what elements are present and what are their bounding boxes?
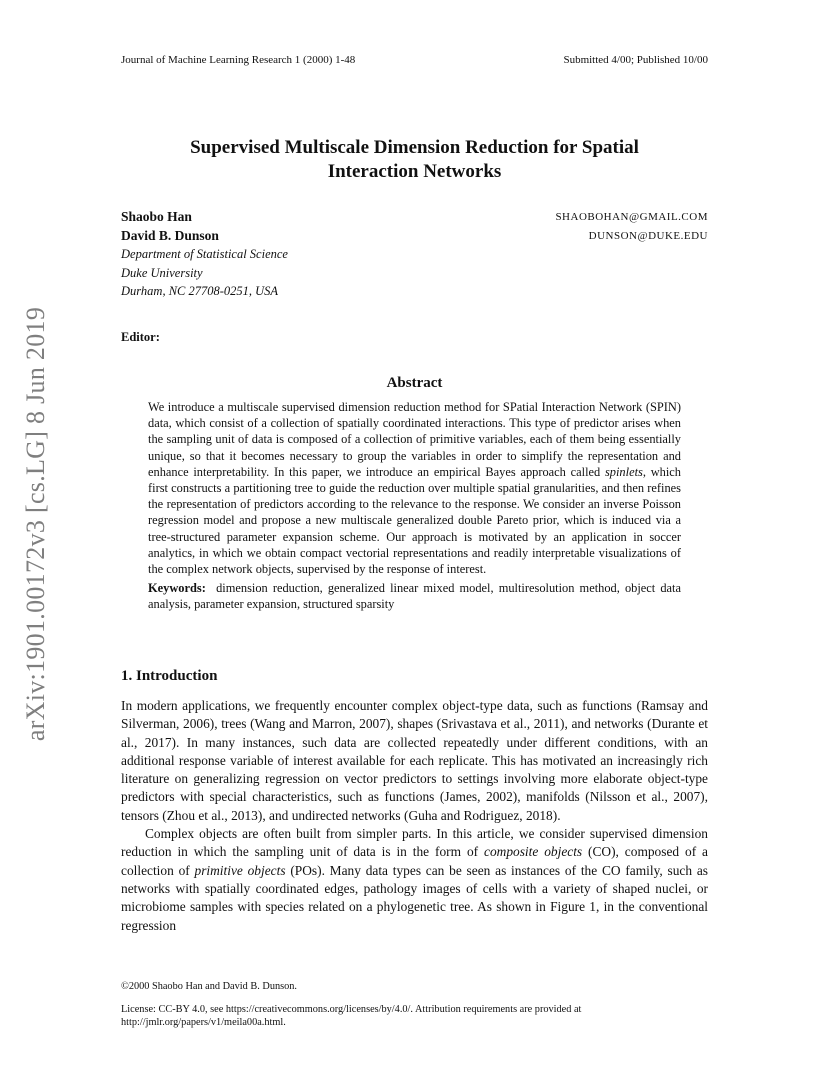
abstract-paragraph	[148, 399, 681, 577]
paragraph-text: Complex objects are often built from simpler parts. In this article, we consider supervised dimension reduction in which the sampling unit of data is in the form of	[121, 826, 708, 860]
abstract-term-spinlets: spinlets	[604, 464, 643, 479]
department: Department of Statistical Science	[121, 247, 288, 261]
author-block	[121, 207, 708, 301]
section-body	[121, 697, 708, 935]
author-name: Shaobo Han	[121, 209, 192, 224]
keywords-label: Keywords:	[148, 581, 206, 596]
arxiv-id: arXiv:1901.00172v3 [cs.LG] 8 Jun 2019	[21, 306, 50, 742]
abstract-body	[148, 399, 681, 613]
keywords	[148, 580, 681, 612]
editor-label: Editor:	[121, 330, 160, 344]
abstract-text: We introduce a multiscale supervised dimension reduction method for SPatial Interaction Network (SPIN) data, which consist of a collection of spatially coordinated interactions. This type of predictor arises when the sampling unit of data is composed of a collection of primitive variables, each of them being essentially unique, so that it becomes necessary to group the variables in order to simplify the representation and enhance interpretability. In this paper, we introduce an empirical Bayes approach called	[148, 400, 681, 479]
author-row	[121, 207, 708, 226]
section-heading: 1. Introduction	[121, 668, 218, 684]
author-email[interactable]: DUNSON@DUKE.EDU	[588, 230, 708, 242]
footnote	[121, 980, 708, 1030]
author-name: David B. Dunson	[121, 228, 219, 243]
paragraph-text: (POs). Many data types can be seen as instances of the CO family, such as networks with spatially coordinated edges, pathology images of cells with a variety of shaped nuclei, or microbiome samples with species related on a phylogenetic tree. As shown in Figure 1, in the conventional regression	[121, 862, 708, 933]
paragraph	[121, 825, 708, 935]
paragraph: In modern applications, we frequently encounter complex object-type data, such as functions (Ramsay and Silverman, 2006), trees (Wang and Marron, 2007), shapes (Srivastava et al., 2011), and networks (Durante et al., 2017). In many instances, such data are collected repeatedly under different conditions, with an additional response variable of interest available for each replicate. This has motivated an increasingly rich literature on generalizing regression on vector predictors to settings involving more elaborate object-type predictors with special characteristics, such as functions (James, 2002), manifolds (Nilsson et al., 2007), tensors (Zhou et al., 2013), and undirected networks (Guha and Rodriguez, 2018).	[121, 698, 708, 823]
keywords-list: dimension reduction, generalized linear mixed model, multiresolution method, object data analysis, parameter expansion, structured sparsity	[148, 581, 681, 612]
term-primitive-objects: primitive objects	[194, 862, 286, 878]
paragraph-text: (CO), composed of a collection of	[121, 844, 708, 878]
submission-dates: Submitted 4/00; Published 10/00	[563, 54, 708, 66]
copyright: ©2000 Shaobo Han and David B. Dunson.	[121, 981, 297, 992]
license: License: CC-BY 4.0, see https://creativecommons.org/licenses/by/4.0/. Attribution requirements are provided at http://jmlr.org/papers/v1/meila00a.html.	[121, 1003, 582, 1028]
address: Durham, NC 27708-0251, USA	[121, 284, 279, 298]
author-email[interactable]: SHAOBOHAN@GMAIL.COM	[555, 211, 708, 223]
abstract-text: , which first constructs a partitioning tree to guide the reduction over multiple spatial granularities, and then refines the representation of predictors according to the relevance to the response. We consider an inverse Poisson regression model and propose a new multiscale generalized double Pareto prior, which is induced via a tree-structured parameter expansion scheme. Our approach is motivated by an application in soccer analytics, in which we obtain compact vectorial representations and readily interpretable visualizations of the complex network objects, supervised by the response of interest.	[148, 464, 681, 577]
title-line-1: Supervised Multiscale Dimension Reduction for Spatial	[190, 137, 639, 158]
university: Duke University	[121, 265, 203, 280]
term-composite-objects: composite objects	[484, 844, 583, 860]
paper-title	[121, 136, 708, 184]
title-line-2: Interaction Networks	[327, 161, 502, 182]
journal-name: Journal of Machine Learning Research 1 (2000) 1-48	[121, 54, 356, 66]
arxiv-stamp	[20, 298, 52, 750]
abstract-heading: Abstract	[386, 375, 443, 391]
author-row	[121, 226, 708, 245]
